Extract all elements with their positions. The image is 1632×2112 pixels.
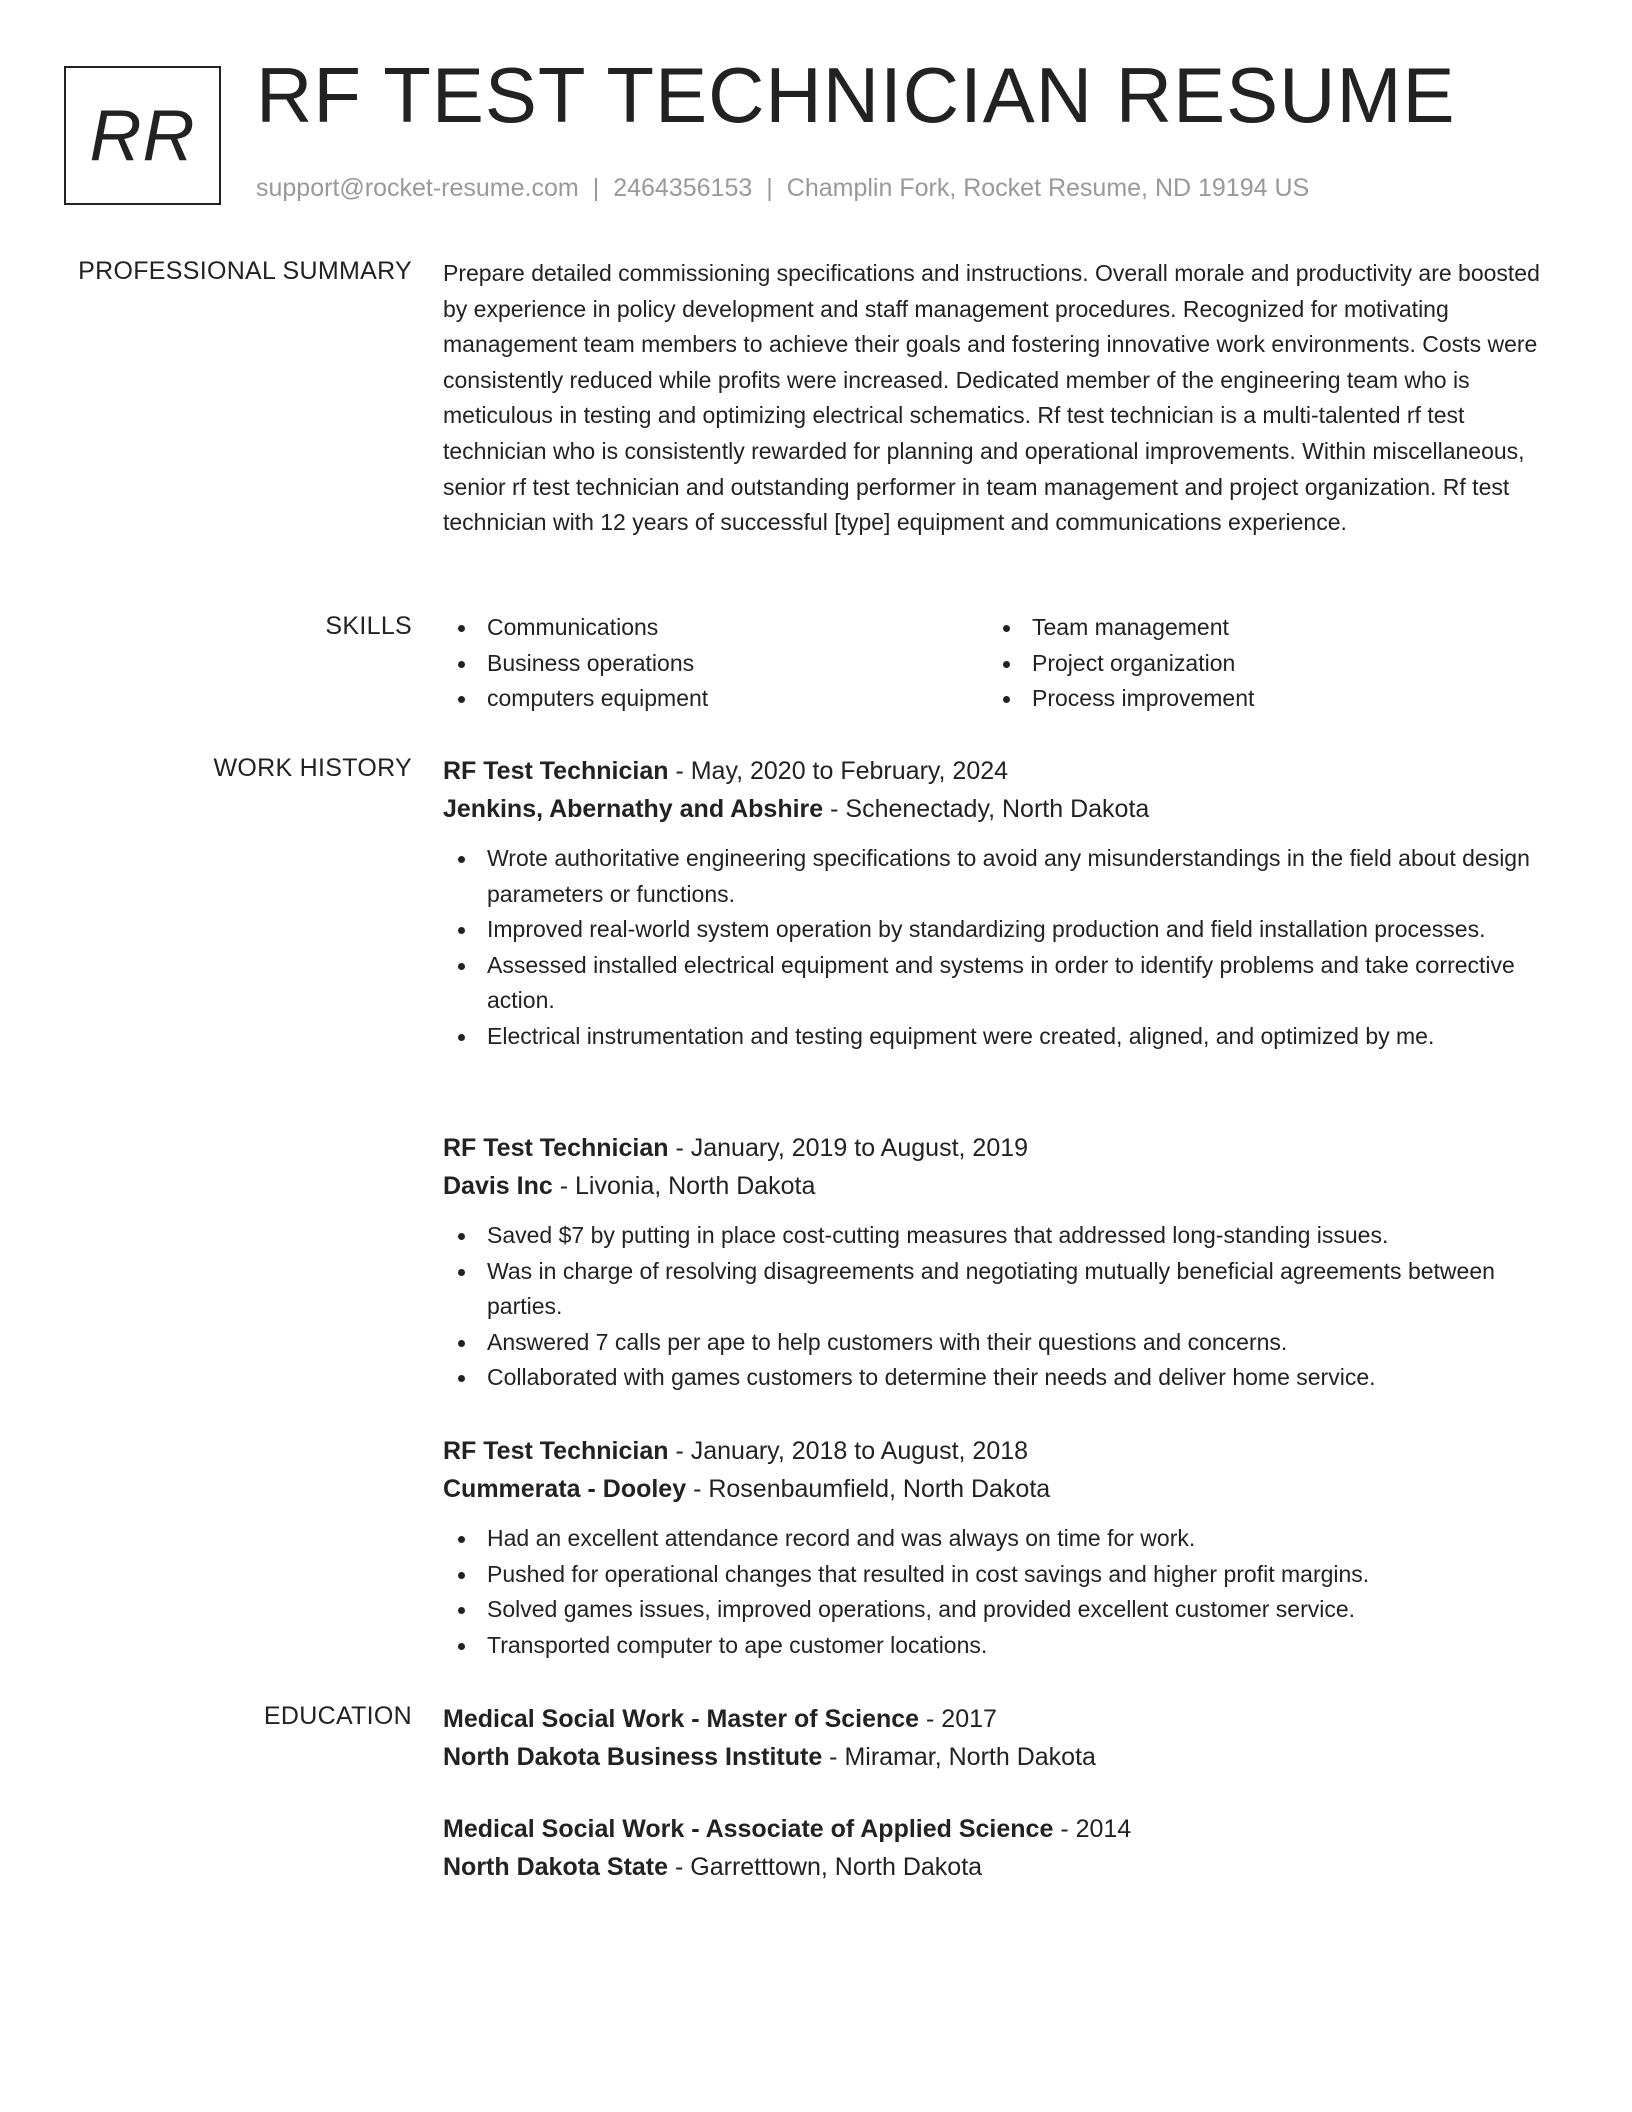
job-title-line (443, 1129, 1553, 1167)
contact-phone: 2464356153 (613, 174, 753, 202)
job-entry (443, 1129, 1553, 1396)
education-school: North Dakota Business Institute (443, 1743, 823, 1771)
job-company-line (443, 1470, 1553, 1508)
job-bullets (443, 1218, 1553, 1396)
contact-separator: | (592, 174, 600, 202)
job-company: Jenkins, Abernathy and Abshire (443, 795, 824, 823)
skills-list-right (988, 610, 1533, 717)
job-title-line (443, 752, 1553, 790)
job-title: RF Test Technician (443, 1437, 669, 1465)
job-dates: - January, 2019 to August, 2019 (668, 1134, 1029, 1162)
job-title-line (443, 1432, 1553, 1470)
monogram-logo: RR (64, 66, 221, 205)
contact-email: support@rocket-resume.com (256, 174, 579, 202)
job-company: Cummerata - Dooley (443, 1475, 687, 1503)
job-bullet: Transported computer to ape customer locations. (443, 1628, 1553, 1664)
skill-item: Process improvement (988, 681, 1533, 717)
summary-body (443, 256, 1553, 541)
job-bullet: Collaborated with games customers to determine their needs and deliver home service. (443, 1360, 1553, 1396)
education-entry (443, 1700, 1553, 1776)
job-title: RF Test Technician (443, 1134, 669, 1162)
job-bullets (443, 1521, 1553, 1663)
job-bullet: Solved games issues, improved operations, and provided excellent customer service. (443, 1592, 1553, 1628)
job-dates: - January, 2018 to August, 2018 (668, 1437, 1029, 1465)
summary-heading: PROFESSIONAL SUMMARY (78, 257, 412, 285)
education-school-line (443, 1848, 1553, 1886)
job-bullet: Electrical instrumentation and testing equipment were created, aligned, and optimized by me. (443, 1019, 1553, 1055)
skill-item: computers equipment (443, 681, 988, 717)
skills-body (443, 610, 1553, 717)
education-school: North Dakota State (443, 1853, 669, 1881)
skills-heading: SKILLS (325, 612, 412, 640)
skill-item: Project organization (988, 646, 1533, 682)
skill-item: Team management (988, 610, 1533, 646)
job-title: RF Test Technician (443, 757, 669, 785)
education-location: - Miramar, North Dakota (822, 1743, 1096, 1771)
job-entry (443, 752, 1553, 1055)
education-location: - Garretttown, North Dakota (668, 1853, 983, 1881)
skills-list-left (443, 610, 988, 717)
job-bullet: Wrote authoritative engineering specifications to avoid any misunderstandings in the field about design parameters or functions. (443, 841, 1553, 912)
page-title: RF TEST TECHNICIAN RESUME (256, 51, 1456, 139)
education-degree: Medical Social Work - Master of Science (443, 1705, 920, 1733)
summary-text: Prepare detailed commissioning specifications and instructions. Overall morale and productivity are boosted by experience in policy development and staff management procedures. Recognized for motivating management team members to achieve their goals and fostering innovative work environments. Costs were consistently reduced while profits were increased. Dedicated member of the engineering team who is meticulous in testing and optimizing electrical schematics. Rf test technician is a multi-talented rf test technician who is consistently rewarded for planning and operational improvements. Within miscellaneous, senior rf test technician and outstanding performer in team management and project organization. Rf test technician with 12 years of successful [type] equipment and communications experience. (443, 260, 1540, 536)
education-entry (443, 1810, 1553, 1886)
education-year: - 2014 (1053, 1815, 1132, 1843)
education-school-line (443, 1738, 1553, 1776)
job-bullet: Assessed installed electrical equipment and systems in order to identify problems and take corrective action. (443, 948, 1553, 1019)
job-bullet: Was in charge of resolving disagreements and negotiating mutually beneficial agreements between parties. (443, 1254, 1553, 1325)
job-bullet: Pushed for operational changes that resulted in cost savings and higher profit margins. (443, 1557, 1553, 1593)
job-bullet: Improved real-world system operation by standardizing production and field installation processes. (443, 912, 1553, 948)
contact-address: Champlin Fork, Rocket Resume, ND 19194 US (786, 174, 1310, 202)
job-company: Davis Inc (443, 1172, 553, 1200)
job-location: - Schenectady, North Dakota (823, 795, 1150, 823)
job-location: - Livonia, North Dakota (552, 1172, 816, 1200)
contact-separator: | (766, 174, 773, 202)
job-bullet: Answered 7 calls per ape to help customers with their questions and concerns. (443, 1325, 1553, 1361)
job-bullet: Saved $7 by putting in place cost-cutting measures that addressed long-standing issues. (443, 1218, 1553, 1254)
contact-line (256, 174, 1309, 203)
education-degree: Medical Social Work - Associate of Applied Science (443, 1815, 1054, 1843)
skill-item: Business operations (443, 646, 988, 682)
education-degree-line (443, 1700, 1553, 1738)
job-location: - Rosenbaumfield, North Dakota (686, 1475, 1051, 1503)
education-year: - 2017 (919, 1705, 997, 1733)
job-dates: - May, 2020 to February, 2024 (668, 757, 1009, 785)
job-bullets (443, 841, 1553, 1055)
job-company-line (443, 790, 1553, 828)
work-history-heading: WORK HISTORY (213, 754, 412, 782)
job-bullet: Had an excellent attendance record and was always on time for work. (443, 1521, 1553, 1557)
education-degree-line (443, 1810, 1553, 1848)
education-heading: EDUCATION (263, 1702, 412, 1730)
job-entry (443, 1432, 1553, 1663)
job-company-line (443, 1167, 1553, 1205)
skill-item: Communications (443, 610, 988, 646)
